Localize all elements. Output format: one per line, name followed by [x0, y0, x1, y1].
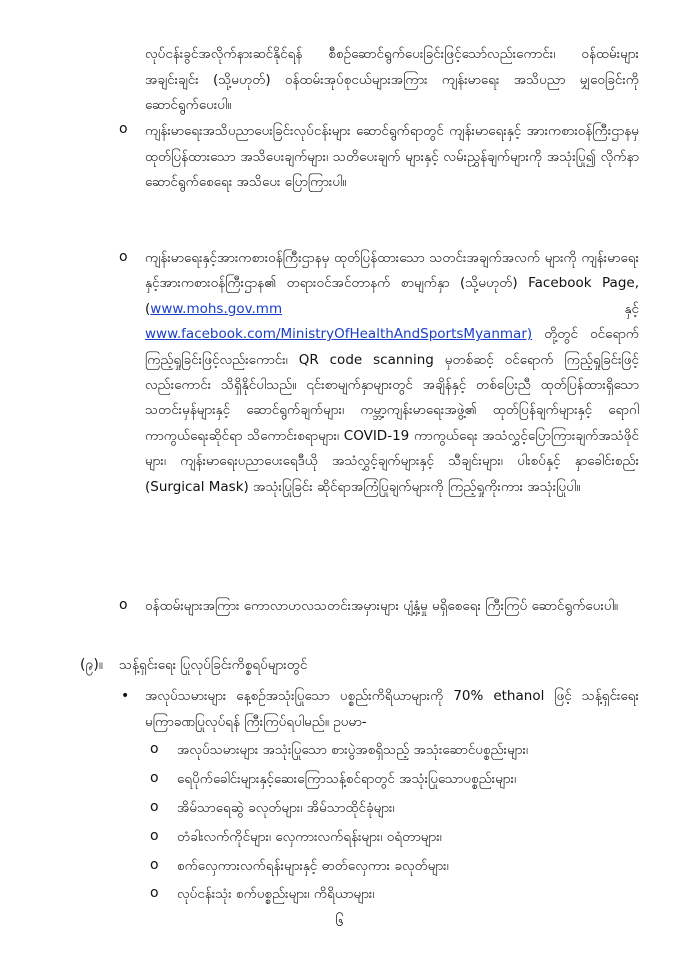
sub-item-3: အိမ်သာရေဆွဲ ခလုတ်များ၊ အိမ်သာထိုင်ခုံများ၊ — [177, 800, 395, 816]
sub-item-2: ရေပိုက်ခေါင်းများနှင့်ဆေးကြောသန့်စင်ရာတွင် အသုံးပြုသောပစ္စည်းများ၊ — [177, 771, 517, 787]
facebook-page-link[interactable]: www.facebook.com/MinistryOfHealthAndSportsMyanmar) — [145, 326, 533, 343]
sub-item-6-marker: o — [150, 885, 159, 901]
item-2-marker: o — [119, 249, 128, 265]
sub-item-1: အလုပ်သမားများ အသုံးပြုသော စားပွဲအစရှိသည့် အသုံးဆောင်ပစ္စည်းများ၊ — [177, 742, 529, 758]
sub-item-2-marker: o — [150, 770, 159, 786]
sub-item-3-marker: o — [150, 799, 159, 815]
sub-item-5: စက်လှေကားလက်ရန်းများနှင့် ဓာတ်လှေကား ခလုတ်များ၊ — [177, 858, 449, 874]
section-number: (၉)။ — [80, 657, 104, 673]
sub-item-4: တံခါးလက်ကိုင်များ၊ လှေကားလက်ရန်းများ၊ ဝရံတာများ၊ — [177, 829, 442, 845]
item-2-text-b: နှင့် — [282, 300, 639, 317]
intro-paragraph: လုပ်ငန်းခွင်အလိုက်နားဆင်နိုင်ရန် စီစဉ်ဆောင်ရွက်ပေးခြင်းဖြင့်သော်လည်းကောင်း၊ ဝန်ထမ်းများအချင်းချင်း (သို့မဟုတ်) ဝန်ထမ်းအုပ်စုငယ်များအကြား ကျန်းမာရေး အသိပညာ မျှဝေခြင်းကို ဆောင်ရွက်ပေးပါ။ — [145, 46, 639, 114]
sub-item-6: လုပ်ငန်းသုံး စက်ပစ္စည်းများ၊ ကိရိယာများ၊ — [177, 886, 375, 902]
mohs-website-link[interactable]: www.mohs.gov.mm — [150, 300, 283, 317]
sub-item-5-marker: o — [150, 857, 159, 873]
item-3-text: ဝန်ထမ်းများအကြား ကောလာဟလသတင်းအမှားများ ပျံ့နှံ့မှု မရှိစေရေး ကြီးကြပ် ဆောင်ရွက်ပေးပါ။ — [145, 598, 619, 614]
item-1-text: ကျန်းမာရေးအသိပညာပေးခြင်းလုပ်ငန်းများ ဆောင်ရွက်ရာတွင် ကျန်းမာရေးနှင့် အားကစားဝန်ကြီးဌာနမှ ထုတ်ပြန်ထားသော အသိပေးချက်များ၊ သတိပေးချက် များနှင့် လမ်းညွှန်ချက်များကို အသုံးပြု၍ လိုက်နာဆောင်ရွက်စေရေး အသိပေး ပြောကြားပါ။ — [145, 123, 639, 191]
item-1-marker: o — [119, 121, 128, 137]
item-2-text — [145, 246, 639, 500]
item-2-text-c: တို့တွင် ဝင်ရောက် ကြည့်ရှုခြင်းဖြင့်လည်းကောင်း၊ QR code scanning မှတစ်ဆင့် ဝင်ရောက် ကြည့်ရှုခြင်းဖြင့်လည်းကောင်း သိရှိနိုင်ပါသည်။ ၎င်းစာမျက်နှာများတွင် အချိန်နှင့် တစ်ပြေးညီ ထုတ်ပြန်ထားရှိသော သတင်းမှန်များနှင့် ဆောင်ရွက်ချက်များ၊ ကမ္ဘာ့ကျန်းမာရေးအဖွဲ့၏ ထုတ်ပြန်ချက်များနှင့် ရောဂါကာကွယ်ရေးဆိုင်ရာ သိကောင်းစရာများ၊ COVID-19 ကာကွယ်ရေး အသံလွှင့်ပြောကြားချက်အသံဖိုင်များ၊ ကျန်းမာရေးပညာပေးရေဒီယို အသံလွှင့်ချက်များနှင့် သီချင်းများ၊ ပါးစပ်နှင့် နှာခေါင်းစည်း (Surgical Mask) အသုံးပြုခြင်း ဆိုင်ရာအကြံပြုချက်များကို ကြည့်ရှုကိုးကား အသုံးပြုပါ။ — [145, 326, 639, 495]
section-bullet-text: အလုပ်သမားများ နေ့စဉ်အသုံးပြုသော ပစ္စည်းကိရိယာများကို 70% ethanol ဖြင့် သန့်ရှင်းရေး မကြာခဏပြုလုပ်ရန် ကြီးကြပ်ရပါမည်။ ဥပမာ- — [145, 688, 639, 730]
section-bullet-marker: • — [121, 688, 130, 704]
sub-item-4-marker: o — [150, 828, 159, 844]
item-2-text-a: ကျန်းမာရေးနှင့်အားကစားဝန်ကြီးဌာနမှ ထုတ်ပြန်ထားသော သတင်းအချက်အလက် များကို ကျန်းမာရေးနှင့်အားကစားဝန်ကြီးဌာန၏ တရားဝင်အင်တာနက် စာမျက်နှာ (သို့မဟုတ်) Facebook Page, ( — [145, 250, 639, 317]
section-heading: သန့်ရှင်းရေး ပြုလုပ်ခြင်းကိစ္စရပ်များတွင် — [119, 657, 308, 673]
item-3-marker: o — [119, 597, 128, 613]
sub-item-1-marker: o — [150, 741, 159, 757]
page-number: ၆ — [335, 912, 344, 930]
